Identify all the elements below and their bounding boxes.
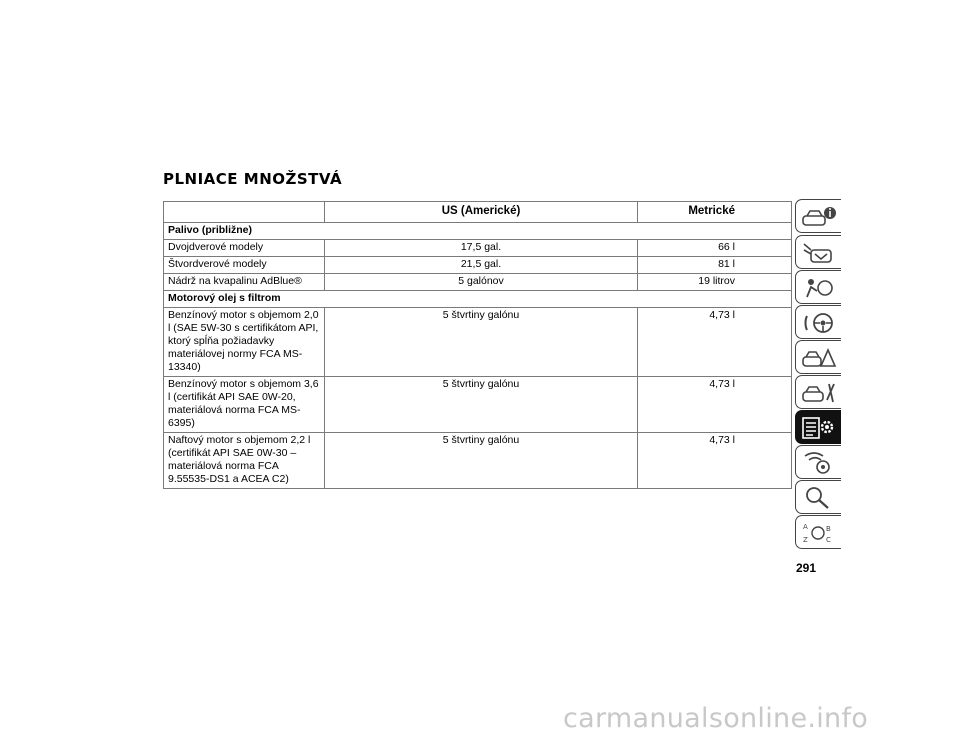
car-info-icon (801, 204, 837, 230)
table-row (164, 257, 792, 274)
language-index-icon (801, 520, 837, 546)
specs-gear-icon (801, 415, 837, 441)
tab-servicing[interactable] (795, 375, 841, 409)
row-metric-value: 4,73 l (638, 308, 792, 377)
tab-safety[interactable] (795, 270, 841, 304)
row-us-value: 5 štvrtiny galónu (325, 308, 638, 377)
header-metric: Metrické (638, 202, 792, 223)
row-metric-value: 4,73 l (638, 377, 792, 433)
tab-index[interactable] (795, 480, 841, 514)
row-label: Benzínový motor s objemom 2,0 l (SAE 5W-30 s certifikátom API, ktorý spĺňa požiadavky materiálovej normy FCA MS-13340) (164, 308, 325, 377)
svg-text:Z: Z (803, 536, 808, 544)
table-header-row (164, 202, 792, 223)
steering-wheel-icon (801, 310, 837, 336)
row-metric-value: 19 litrov (638, 274, 792, 291)
multimedia-icon (801, 450, 837, 476)
table-row (164, 240, 792, 257)
car-lights-icon (801, 240, 837, 266)
airbag-safety-icon (801, 275, 837, 301)
watermark: carmanualsonline.info (563, 703, 869, 734)
row-us-value: 5 galónov (325, 274, 638, 291)
car-service-wrench-icon (801, 380, 837, 406)
table-row (164, 433, 792, 489)
row-label: Štvordverové modely (164, 257, 325, 274)
row-metric-value: 4,73 l (638, 433, 792, 489)
tab-emergency[interactable] (795, 340, 841, 374)
tab-languages[interactable] (795, 515, 841, 549)
svg-text:C: C (826, 536, 831, 544)
section-label: Palivo (približne) (164, 223, 792, 240)
tab-car-lights[interactable] (795, 235, 841, 269)
header-label (164, 202, 325, 223)
page-title: PLNIACE MNOŽSTVÁ (163, 170, 343, 188)
header-us: US (Americké) (325, 202, 638, 223)
row-us-value: 17,5 gal. (325, 240, 638, 257)
search-index-icon (801, 485, 837, 511)
tab-multimedia[interactable] (795, 445, 841, 479)
row-metric-value: 66 l (638, 240, 792, 257)
table-row-section-fuel (164, 223, 792, 240)
row-label: Dvojdverové modely (164, 240, 325, 257)
page-number: 291 (796, 561, 817, 575)
table-row (164, 308, 792, 377)
car-warning-icon (801, 345, 837, 371)
row-us-value: 5 štvrtiny galónu (325, 377, 638, 433)
tab-driving[interactable] (795, 305, 841, 339)
table-row-section-oil (164, 291, 792, 308)
row-metric-value: 81 l (638, 257, 792, 274)
row-label: Benzínový motor s objemom 3,6 l (certifikát API SAE 0W-20, materiálová norma FCA MS-6395) (164, 377, 325, 433)
section-label: Motorový olej s filtrom (164, 291, 792, 308)
row-label: Nádrž na kvapalinu AdBlue® (164, 274, 325, 291)
svg-text:A: A (803, 523, 808, 531)
svg-text:B: B (826, 525, 831, 533)
row-label: Naftový motor s objemom 2,2 l (certifikát API SAE 0W-30 – materiálová norma FCA 9.55535-DS1 a ACEA C2) (164, 433, 325, 489)
tab-car-info[interactable] (795, 199, 841, 233)
row-us-value: 21,5 gal. (325, 257, 638, 274)
table-row (164, 274, 792, 291)
tab-technical-specs[interactable] (795, 410, 841, 444)
row-us-value: 5 štvrtiny galónu (325, 433, 638, 489)
table-row (164, 377, 792, 433)
fill-capacities-table (163, 201, 792, 489)
